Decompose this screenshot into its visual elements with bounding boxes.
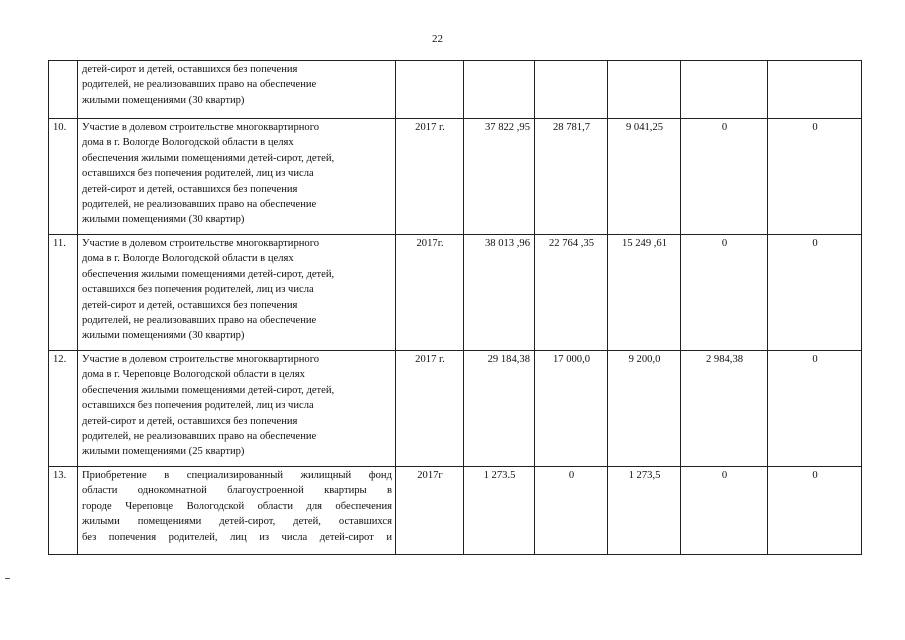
- description-line: оставшихся без попечения родителей, лиц из числа: [82, 284, 314, 296]
- description-cell: [78, 467, 396, 555]
- description-line: Участие в долевом строительстве многоквартирного: [82, 122, 320, 133]
- description-line: родителей, не реализовавших право на обеспечение: [82, 199, 317, 211]
- table-row: [49, 119, 862, 235]
- description-line: обеспечения жилыми помещениями детей-сирот, детей,: [82, 268, 335, 280]
- row-number-cell: 13.: [49, 467, 78, 555]
- page-number: 22: [432, 33, 443, 45]
- total-amount-cell: 1 273.5: [464, 467, 535, 555]
- table-row: [49, 61, 862, 119]
- description-cell: [78, 351, 396, 467]
- description-line: оставшихся без попечения родителей, лиц из числа: [82, 168, 314, 180]
- total-amount-cell: 29 184,38: [464, 351, 535, 467]
- description-line: обеспечения жилыми помещениями детей-сирот, детей,: [82, 384, 335, 396]
- margin-mark: [5, 578, 10, 579]
- description-line: Участие в долевом строительстве многоквартирного: [82, 238, 320, 249]
- description-line: городе Череповце Вологодской области для обеспечения: [82, 500, 392, 512]
- description-cell: [78, 119, 396, 235]
- total-amount-cell: 38 013 ,96: [464, 235, 535, 351]
- description-line: обеспечения жилыми помещениями детей-сирот, детей,: [82, 152, 335, 164]
- federal-amount-cell: 17 000,0: [535, 351, 608, 467]
- description-line: жилыми помещениями (30 квартир): [82, 330, 245, 342]
- description-line: Участие в долевом строительстве многоквартирного: [82, 354, 320, 365]
- regional-amount-cell: 9 200,0: [608, 351, 681, 467]
- regional-amount-cell: 9 041,25: [608, 119, 681, 235]
- other-amount-cell: 0: [768, 351, 862, 467]
- description-line: детей-сирот и детей, оставшихся без попечения: [82, 64, 298, 75]
- local-amount-cell: 2 984,38: [681, 351, 768, 467]
- description-line: Приобретение в специализированный жилищный фонд: [82, 470, 392, 481]
- description-line: дома в г. Череповце Вологодской области в целях: [82, 369, 305, 381]
- table-body: [49, 61, 862, 555]
- description-line: родителей, не реализовавших право на обеспечение: [82, 431, 317, 443]
- description-line: дома в г. Вологде Вологодской области в целях: [82, 137, 294, 149]
- description-line: жилыми помещениями (25 квартир): [82, 446, 245, 458]
- total-amount-cell: 37 822 ,95: [464, 119, 535, 235]
- table-row: [49, 351, 862, 467]
- description-cell: [78, 61, 396, 119]
- description-line: области однокомнатной благоустроенной квартиры в: [82, 485, 392, 497]
- description-line: без попечения родителей, лиц из числа детей-сирот и: [82, 531, 392, 543]
- description-line: жилыми помещениями (30 квартир): [82, 214, 245, 226]
- description-line: детей-сирот и детей, оставшихся без попечения: [82, 415, 298, 427]
- federal-amount-cell: 22 764 ,35: [535, 235, 608, 351]
- other-amount-cell: 0: [768, 235, 862, 351]
- year-cell: [396, 61, 464, 119]
- row-number-cell: 10.: [49, 119, 78, 235]
- other-amount-cell: 0: [768, 119, 862, 235]
- federal-amount-cell: [535, 61, 608, 119]
- year-cell: 2017 г.: [396, 351, 464, 467]
- description-line: родителей, не реализовавших право на обеспечение: [82, 315, 317, 327]
- table-row: [49, 467, 862, 555]
- year-cell: 2017 г.: [396, 119, 464, 235]
- other-amount-cell: [768, 61, 862, 119]
- year-cell: 2017г.: [396, 235, 464, 351]
- description-cell: [78, 235, 396, 351]
- description-line: родителей, не реализовавших право на обеспечение: [82, 79, 317, 91]
- regional-amount-cell: [608, 61, 681, 119]
- description-line: жилыми помещениями детей-сирот, детей, оставшихся: [82, 516, 392, 528]
- regional-amount-cell: 15 249 ,61: [608, 235, 681, 351]
- year-cell: 2017г: [396, 467, 464, 555]
- local-amount-cell: 0: [681, 119, 768, 235]
- local-amount-cell: 0: [681, 467, 768, 555]
- total-amount-cell: [464, 61, 535, 119]
- table-row: [49, 235, 862, 351]
- description-line: жилыми помещениями (30 квартир): [82, 94, 245, 106]
- description-line: детей-сирот и детей, оставшихся без попечения: [82, 183, 298, 195]
- program-activities-table: [48, 60, 862, 555]
- local-amount-cell: [681, 61, 768, 119]
- federal-amount-cell: 0: [535, 467, 608, 555]
- row-number-cell: 12.: [49, 351, 78, 467]
- description-line: оставшихся без попечения родителей, лиц из числа: [82, 400, 314, 412]
- row-number-cell: 11.: [49, 235, 78, 351]
- local-amount-cell: 0: [681, 235, 768, 351]
- description-line: дома в г. Вологде Вологодской области в целях: [82, 253, 294, 265]
- federal-amount-cell: 28 781,7: [535, 119, 608, 235]
- other-amount-cell: 0: [768, 467, 862, 555]
- regional-amount-cell: 1 273,5: [608, 467, 681, 555]
- description-line: детей-сирот и детей, оставшихся без попечения: [82, 299, 298, 311]
- row-number-cell: [49, 61, 78, 119]
